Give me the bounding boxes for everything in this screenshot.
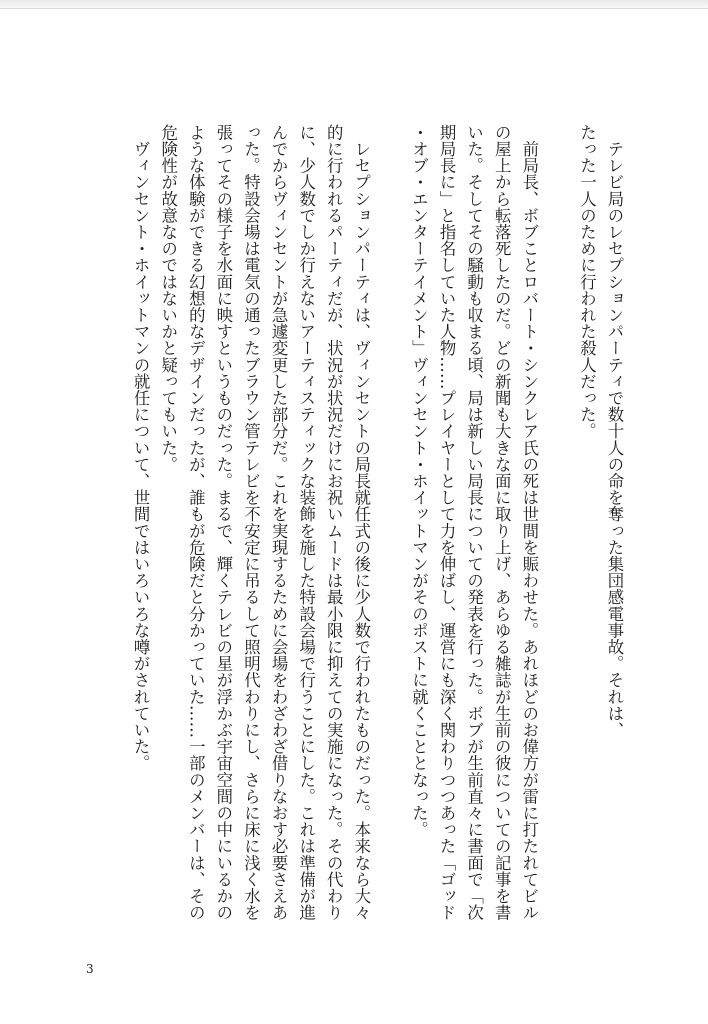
page-number: 3 xyxy=(86,962,94,976)
text-line: いた。そしてその騒動も収まる頃、局は新しい局長についての発表を行った。ボブが生前直々に書面で「次 xyxy=(464,124,484,921)
text-line: 張ってその様子を水面に映すというものだった。まるで、輝くテレビの星が浮かぶ宇宙空間の中にいるかの xyxy=(213,124,233,921)
text-line: 危険性が故意なのではないかと疑ってもいた。 xyxy=(158,124,178,473)
text-line: たった一人のために行われた殺人だった。 xyxy=(577,124,597,440)
text-line: ような体験ができる幻想的なデザインだったが、誰もが危険だと分かっていた……一部のメンバーは、その xyxy=(186,124,206,921)
vertical-text-body xyxy=(127,124,629,944)
text-line: テレビ局のレセプションパーティで数十人の命を奪った集団感電事故。それは、 xyxy=(605,124,624,739)
text-line: 的に行われるパーティだが、状況が状況だけにお祝いムードは最小限に抑えての実施になった。その代わり xyxy=(324,124,344,921)
text-line: 前局長、ボブことロバート・シンクレア氏の死は世間を賑わせた。あれほどのお偉方が雷に打たれてビル xyxy=(519,124,539,921)
text-line: ・オブ・エンターテイメント」ヴィンセント・ホイットマンがそのポストに就くこととなった。 xyxy=(409,124,429,838)
text-line: に、少人数でしか行えないアーティスティックな装飾を施した特設会場で行うことにした。これは準備が進 xyxy=(296,124,316,921)
paragraph-3 xyxy=(127,124,375,944)
text-line: 期局長に」と指名していた人物……プレイヤーとして力を伸ばし、運営にも深く関わりつつあった「ゴッド xyxy=(437,124,457,921)
text-line: レセプションパーティは、ヴィンセントの局長就任式の後に少人数で行われたものだった。本来なら大々 xyxy=(351,124,371,921)
text-line: んでからヴィンセントが急遽変更した部分だ。これを実現するために会場をわざわざ借りなおす必要さえあ xyxy=(269,124,289,921)
paragraph-1 xyxy=(573,124,628,944)
text-line: ヴィンセント・ホイットマンの就任について、世間ではいろいろな噂がされていた。 xyxy=(131,124,151,772)
text-line: の屋上から転落死したのだ。どの新聞も大きな面に取り上げ、あらゆる雑誌が生前の彼についての記事を書 xyxy=(492,124,512,921)
text-line: った。特設会場は電気の通ったブラウン管テレビを不安定に吊るして照明代わりにし、さらに床に浅く水を xyxy=(241,124,261,921)
paragraph-2 xyxy=(405,124,543,944)
